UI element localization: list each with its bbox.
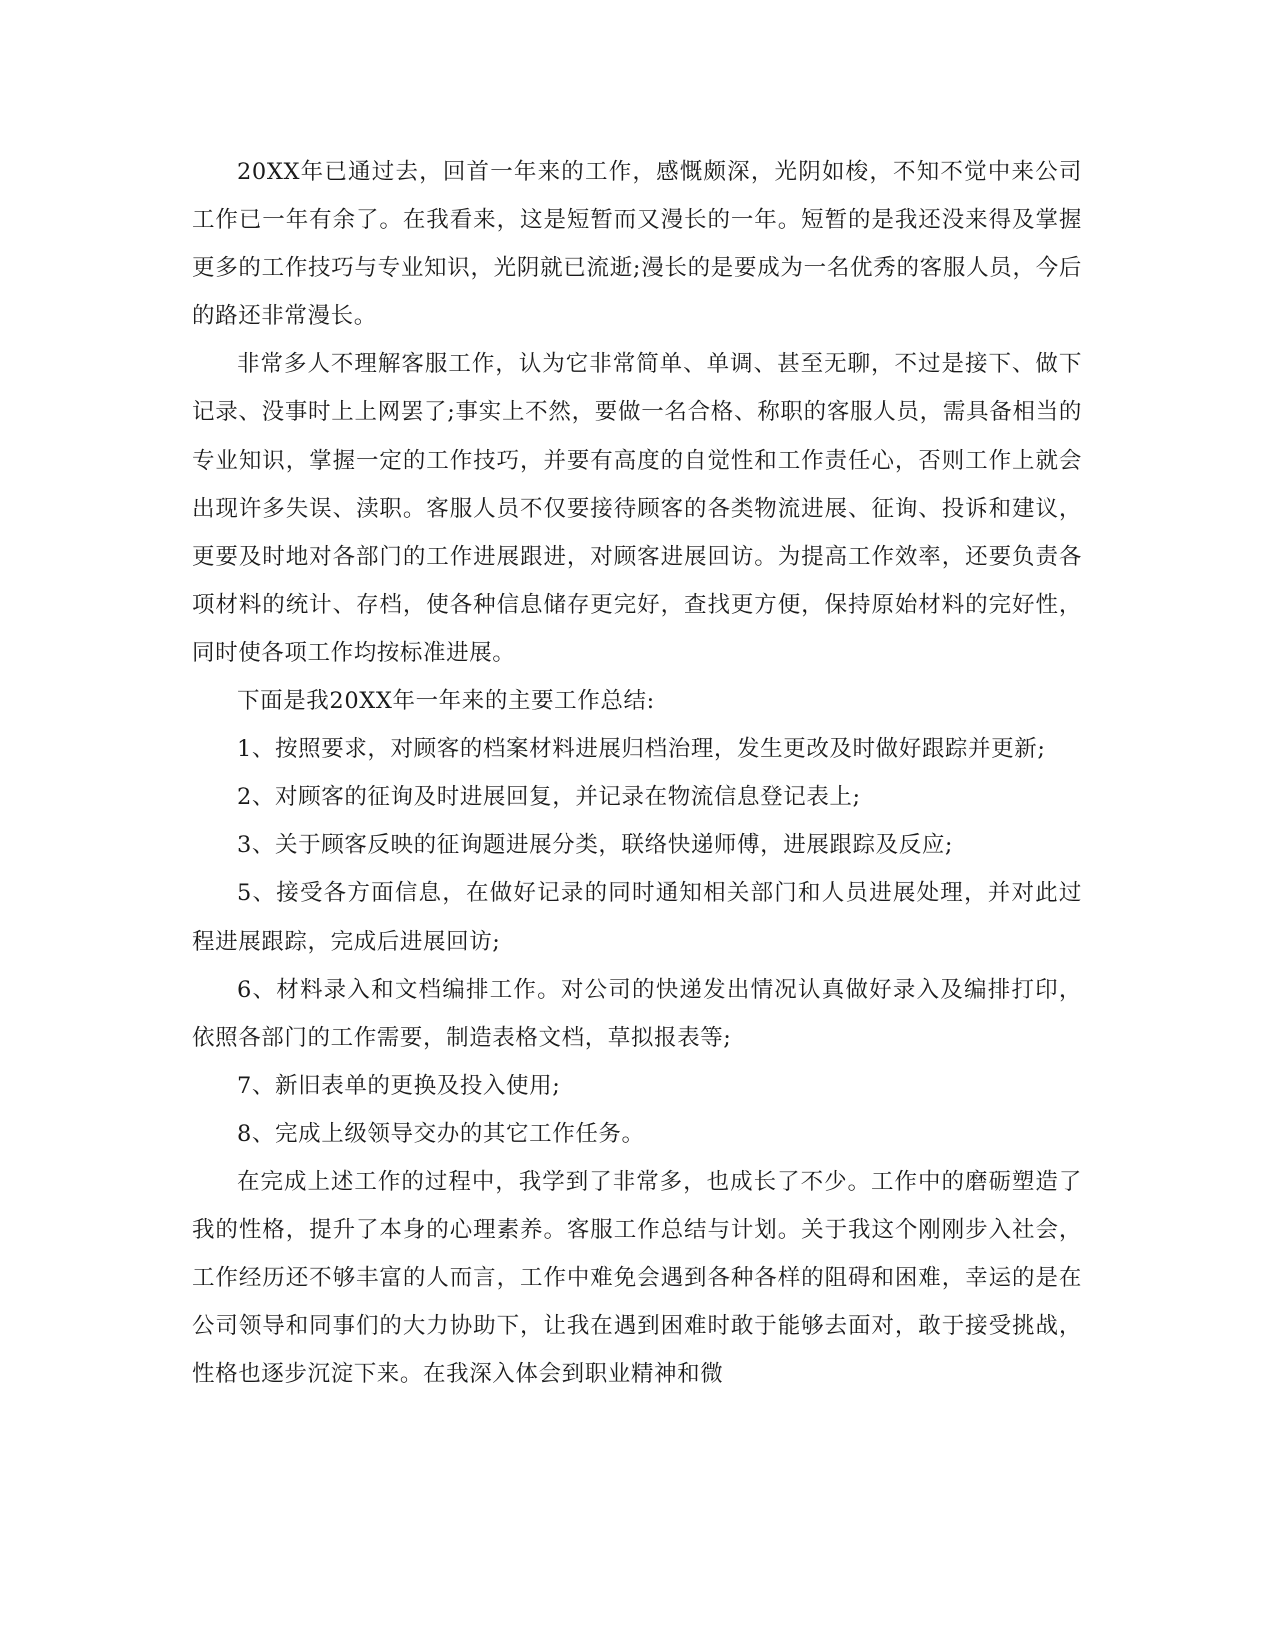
paragraph: 在完成上述工作的过程中，我学到了非常多，也成长了不少。工作中的磨砺塑造了我的性格，提升了本身的心理素养。客服工作总结与计划。关于我这个刚刚步入社会，工作经历还不够丰富的人而言，工作中难免会遇到各种各样的阻碍和困难，幸运的是在公司领导和同事们的大力协助下，让我在遇到困难时敢于能够去面对，敢于接受挑战，性格也逐步沉淀下来。在我深入体会到职业精神和微: [192, 1168, 1082, 1388]
document-body: [192, 148, 1082, 1398]
list-item: 7、新旧表单的更换及投入使用;: [237, 1072, 561, 1099]
paragraph: 下面是我20XX年一年来的主要工作总结:: [237, 688, 655, 715]
list-item: 2、对顾客的征询及时进展回复，并记录在物流信息登记表上;: [237, 784, 861, 811]
list-item: 5、接受各方面信息，在做好记录的同时通知相关部门和人员进展处理，并对此过程进展跟踪，完成后进展回访;: [192, 880, 1082, 955]
list-item: 3、关于顾客反映的征询题进展分类，联络快递师傅，进展跟踪及反应;: [237, 832, 954, 859]
list-item: 1、按照要求，对顾客的档案材料进展归档治理，发生更改及时做好跟踪并更新;: [237, 736, 1046, 763]
paragraph: 20XX年已通过去，回首一年来的工作，感慨颇深，光阴如梭，不知不觉中来公司工作已一年有余了。在我看来，这是短暂而又漫长的一年。短暂的是我还没来得及掌握更多的工作技巧与专业知识，光阴就已流逝;漫长的是要成为一名优秀的客服人员，今后的路还非常漫长。: [192, 159, 1082, 330]
list-item: 6、材料录入和文档编排工作。对公司的快递发出情况认真做好录入及编排打印，依照各部门的工作需要，制造表格文档，草拟报表等;: [192, 976, 1082, 1051]
paragraph: 非常多人不理解客服工作，认为它非常简单、单调、甚至无聊，不过是接下、做下记录、没事时上上网罢了;事实上不然，要做一名合格、称职的客服人员，需具备相当的专业知识，掌握一定的工作技巧，并要有高度的自觉性和工作责任心，否则工作上就会出现许多失误、渎职。客服人员不仅要接待顾客的各类物流进展、征询、投诉和建议，更要及时地对各部门的工作进展跟进，对顾客进展回访。为提高工作效率，还要负责各项材料的统计、存档，使各种信息储存更完好，查找更方便，保持原始材料的完好性，同时使各项工作均按标准进展。: [192, 351, 1082, 666]
list-item: 8、完成上级领导交办的其它工作任务。: [237, 1120, 645, 1147]
